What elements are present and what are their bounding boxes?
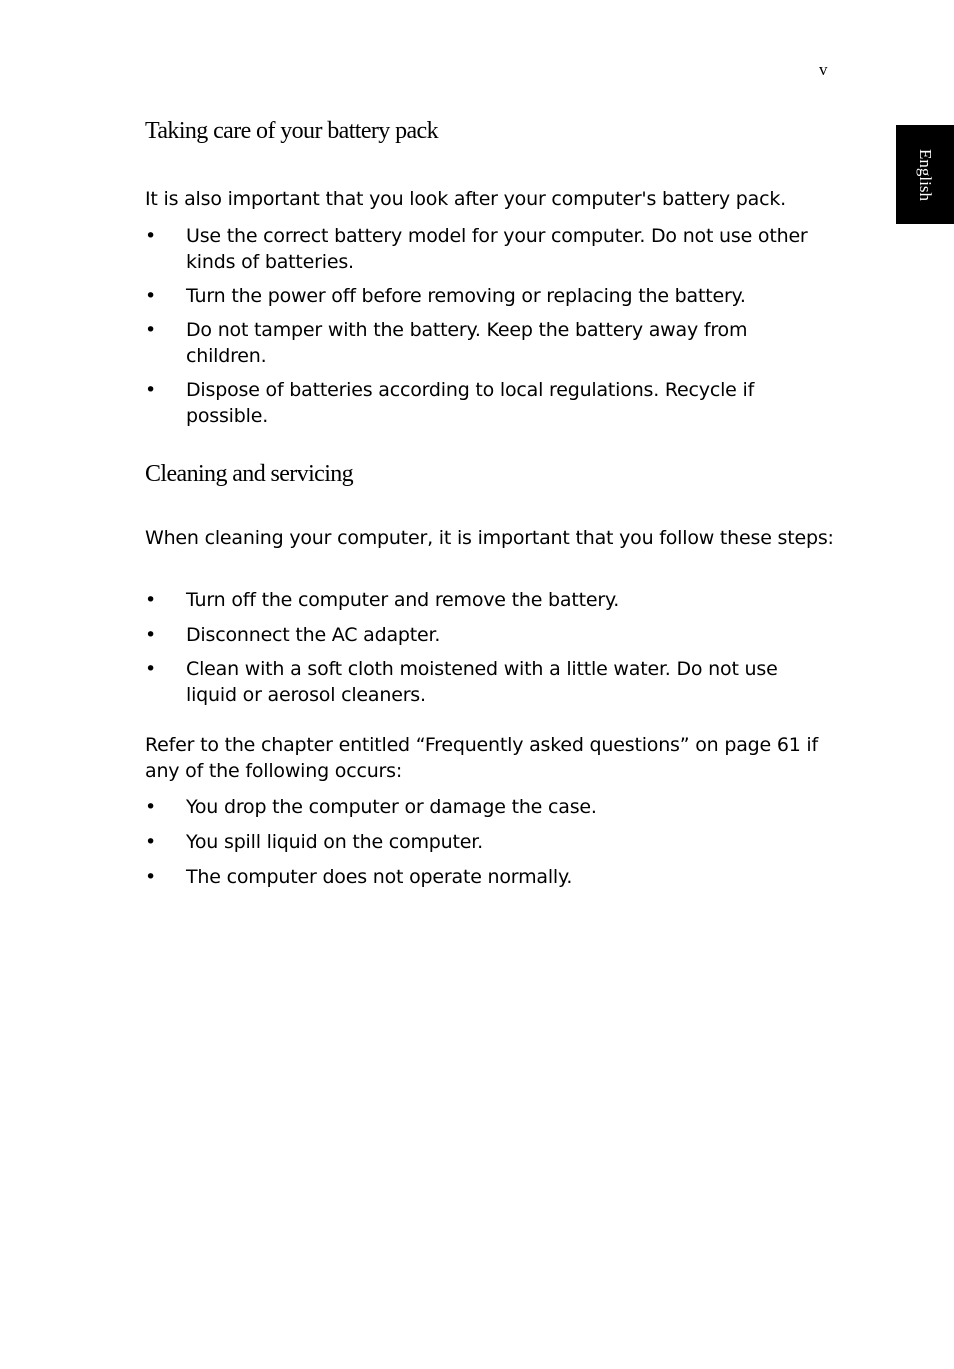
cleaning-bullet-item <box>145 657 835 708</box>
occurrence-bullet-text: You spill liquid on the computer. <box>186 831 483 853</box>
battery-bullet-item <box>145 318 835 369</box>
bullet-icon: • <box>145 831 157 853</box>
cleaning-bullet-item <box>145 588 835 614</box>
bullet-icon: • <box>145 624 157 646</box>
bullet-icon: • <box>145 796 157 818</box>
occurrence-bullet-text: You drop the computer or damage the case. <box>186 796 597 818</box>
occurrence-bullet-item <box>145 795 835 821</box>
bullet-icon: • <box>145 379 157 401</box>
cleaning-heading: Cleaning and servicing <box>145 461 354 487</box>
cleaning-bullet-text: Disconnect the AC adapter. <box>186 624 441 646</box>
bullet-icon: • <box>145 225 157 247</box>
battery-bullet-text: Turn the power off before removing or replacing the battery. <box>186 285 746 307</box>
language-tab-label: English <box>916 148 935 201</box>
occurrence-bullet-text: The computer does not operate normally. <box>186 866 573 888</box>
battery-bullet-text: Do not tamper with the battery. Keep the battery away from children. <box>186 319 748 367</box>
bullet-icon: • <box>145 589 157 611</box>
battery-bullet-item <box>145 284 835 310</box>
battery-bullet-item <box>145 224 835 275</box>
cleaning-bullet-text: Clean with a soft cloth moistened with a little water. Do not use liquid or aerosol cleaners. <box>186 658 778 706</box>
cleaning-bullet-item <box>145 623 835 649</box>
battery-intro: It is also important that you look after your computer's battery pack. <box>145 188 786 210</box>
bullet-icon: • <box>145 285 157 307</box>
cleaning-intro: When cleaning your computer, it is important that you follow these steps: <box>145 527 834 549</box>
battery-bullet-text: Dispose of batteries according to local regulations. Recycle if possible. <box>186 379 755 427</box>
cleaning-bullet-text: Turn off the computer and remove the battery. <box>186 589 620 611</box>
page-number: v <box>819 60 828 79</box>
language-tab <box>896 125 954 224</box>
refer-paragraph: Refer to the chapter entitled “Frequently asked questions” on page 61 if any of the following occurs: <box>145 734 819 782</box>
battery-heading: Taking care of your battery pack <box>145 118 438 144</box>
bullet-icon: • <box>145 866 157 888</box>
bullet-icon: • <box>145 658 157 680</box>
battery-bullet-text: Use the correct battery model for your computer. Do not use other kinds of batteries. <box>186 225 808 273</box>
battery-bullet-item <box>145 378 835 429</box>
occurrence-bullet-item <box>145 830 835 856</box>
occurrence-bullet-item <box>145 865 835 891</box>
bullet-icon: • <box>145 319 157 341</box>
